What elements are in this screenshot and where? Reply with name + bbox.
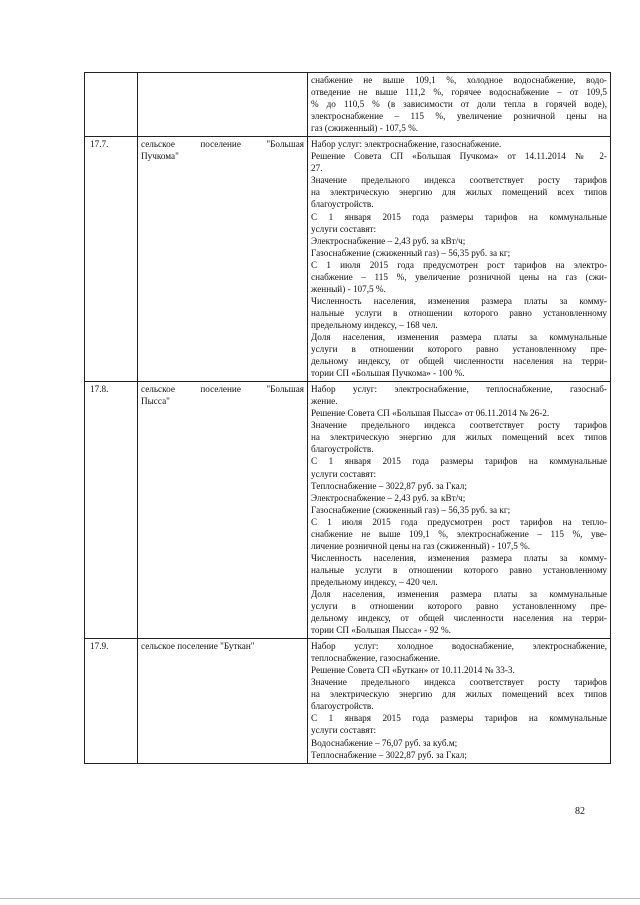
description-line: женный) - 107,5 %.: [311, 283, 386, 294]
description-line: Решение Совета СП «Большая Пысса» от 06.11.2014 № 26-2.: [311, 408, 550, 419]
description-line: С 1 января 2015 года размеры тарифов на коммунальные: [311, 713, 607, 724]
description-line: Теплоснабжение – 3022,87 руб. за Гкал;: [311, 749, 467, 760]
description-line: жение.: [311, 396, 338, 407]
item-number-cell: [85, 73, 138, 137]
settlement-name-line: Пучкома": [141, 151, 179, 162]
table-row: [85, 639, 611, 763]
description-line: услуги составят:: [311, 725, 377, 736]
description-line: предельному индексу, – 420 чел.: [311, 576, 438, 587]
description-line: личение розничной цены на газ (сжиженный) - 107,5 %.: [311, 540, 531, 551]
settlement-name-line: сельское поселение "Буткан": [141, 641, 255, 652]
description-line: на электрическую энергию для жилых помещений всех типов: [311, 187, 607, 198]
description-line: Значение предельного индекса соответствует росту тарифов: [311, 420, 607, 431]
tariff-description-cell: [308, 73, 611, 137]
settlement-name-cell: [138, 639, 308, 763]
description-line: Набор услуг: электроснабжение, теплоснабжение, газоснаб-: [311, 384, 607, 395]
description-line: снабжение не выше 109,1 %, холодное водоснабжение, водо-: [311, 75, 607, 85]
description-line: С 1 января 2015 года размеры тарифов на коммунальные: [311, 456, 607, 467]
table-row: [85, 137, 611, 382]
description-line: на электрическую энергию для жилых помещений всех типов: [311, 432, 607, 443]
settlement-name-cell: [138, 137, 308, 382]
description-line: дельному индексу, от общей численности населения на терри-: [311, 613, 607, 624]
description-line: благоустройств.: [311, 444, 374, 455]
description-line: теплоснабжение, газоснабжение.: [311, 653, 441, 664]
description-line: Набор услуг: холодное водоснабжение, электроснабжение,: [311, 641, 607, 652]
scan-edge-line: [0, 898, 640, 899]
item-number-cell: 17.9.: [85, 639, 138, 763]
description-line: услуги в отношении которого равно установленному пре-: [311, 344, 607, 355]
settlement-name-line: Пысса": [141, 396, 170, 407]
municipal-tariff-table: [84, 72, 611, 764]
description-line: услуги в отношении которого равно установленному пре-: [311, 601, 607, 612]
description-line: Набор услуг: электроснабжение, газоснабжение.: [311, 139, 502, 150]
description-line: благоустройств.: [311, 701, 374, 712]
description-line: Решение Совета СП «Буткан» от 10.11.2014 № 33-3.: [311, 665, 515, 676]
description-line: услуги составят:: [311, 223, 377, 234]
tariff-description-cell: [308, 639, 611, 763]
description-line: Электроснабжение – 2,43 руб. за кВт/ч;: [311, 492, 466, 503]
description-line: С 1 января 2015 года размеры тарифов на коммунальные: [311, 211, 607, 222]
description-line: снабжение – 115 %, увеличение розничной цены на газ (сжи-: [311, 271, 607, 282]
item-number-cell: 17.7.: [85, 137, 138, 382]
table-row: [85, 73, 611, 137]
description-line: Численность населения, изменения размера платы за комму-: [311, 295, 607, 306]
description-line: Решение Совета СП «Большая Пучкома» от 14.11.2014 № 2-: [311, 151, 607, 162]
description-line: Значение предельного индекса соответствует росту тарифов: [311, 677, 607, 688]
item-number-cell: 17.8.: [85, 382, 138, 639]
description-line: дельному индексу, от общей численности населения на терри-: [311, 356, 607, 367]
settlement-name-cell: [138, 73, 308, 137]
settlement-name-line: сельское поселение "Большая: [141, 384, 304, 395]
description-line: % до 110,5 % (в зависимости от доли тепла в горячей воде),: [311, 99, 607, 110]
description-line: снабжение не выше 109,1 %, электроснабжение – 115 %, уве-: [311, 528, 607, 539]
description-line: газ (сжиженный) - 107,5 %.: [311, 123, 419, 134]
description-line: на электрическую энергию для жилых помещений всех типов: [311, 689, 607, 700]
description-line: отведение не выше 111,2 %, горячее водоснабжение – от 109,5: [311, 87, 607, 98]
tariff-description-cell: [308, 137, 611, 382]
description-line: Водоснабжение – 76,07 руб. за куб.м;: [311, 737, 458, 748]
description-line: С 1 июля 2015 года предусмотрен рост тарифов на тепло-: [311, 516, 607, 527]
page-number: 82: [575, 806, 585, 817]
tariff-description-cell: [308, 382, 611, 639]
description-line: Численность населения, изменения размера платы за комму-: [311, 552, 607, 563]
description-line: Доля населения, изменения размера платы за коммунальные: [311, 588, 607, 599]
description-line: Электроснабжение – 2,43 руб. за кВт/ч;: [311, 235, 466, 246]
description-line: Газоснабжение (сжиженный газ) – 56,35 руб. за кг;: [311, 247, 511, 258]
description-line: нальные услуги в отношении которого равно установленному: [311, 307, 607, 318]
description-line: тории СП «Большая Пучкома» - 100 %.: [311, 368, 465, 379]
table-row: [85, 382, 611, 639]
description-line: Газоснабжение (сжиженный газ) – 56,35 руб. за кг;: [311, 504, 511, 515]
description-line: С 1 июля 2015 года предусмотрен рост тарифов на электро-: [311, 259, 607, 270]
description-line: услуги составят:: [311, 468, 377, 479]
description-line: Доля населения, изменения размера платы за коммунальные: [311, 331, 607, 342]
settlement-name-cell: [138, 382, 308, 639]
description-line: электроснабжение – 115 %, увеличение розничной цены на: [311, 111, 607, 122]
description-line: Значение предельного индекса соответствует росту тарифов: [311, 175, 607, 186]
description-line: тории СП «Большая Пысса» - 92 %.: [311, 625, 451, 636]
description-line: нальные услуги в отношении которого равно установленному: [311, 564, 607, 575]
description-line: предельному индексу, – 168 чел.: [311, 319, 438, 330]
settlement-name-line: сельское поселение "Большая: [141, 139, 304, 150]
description-line: благоустройств.: [311, 199, 374, 210]
description-line: 27.: [311, 163, 323, 174]
description-line: Теплоснабжение – 3022,87 руб. за Гкал;: [311, 480, 467, 491]
